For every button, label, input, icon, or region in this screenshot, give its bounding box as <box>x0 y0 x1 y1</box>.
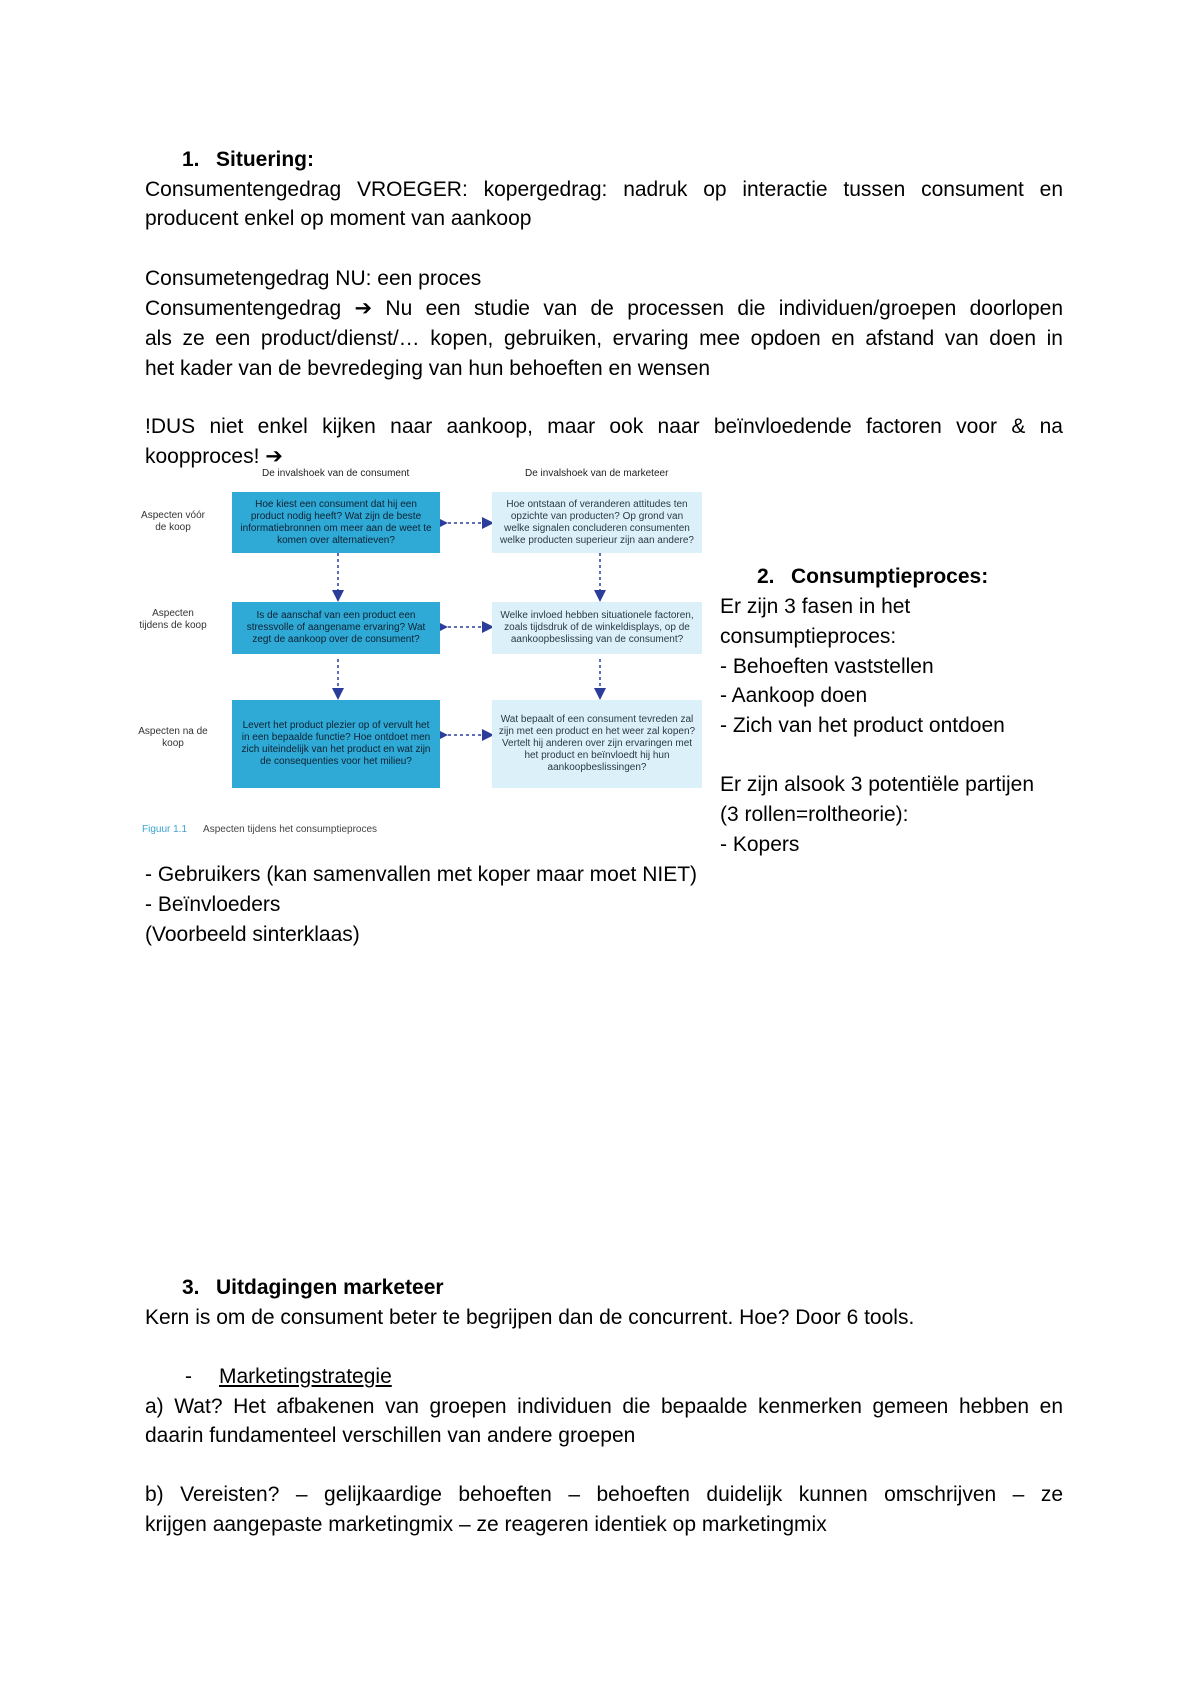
bullet-item <box>185 1362 392 1392</box>
figure-row-label: Aspecten na de koop <box>138 726 208 749</box>
section-1-heading <box>182 145 314 175</box>
section-2-line: Er zijn alsook 3 potentiële partijen <box>720 773 1035 796</box>
figure-box-consumer-after: Levert het product plezier op of vervult het in een bepaalde functie? Hoe ontdoet men zich uiteindelijk van het product en wat zijn de consequenties voor het milieu? <box>232 700 440 788</box>
paragraph-line: producent enkel op moment van aankoop <box>145 207 532 230</box>
bullet-label: Marketingstrategie <box>219 1365 392 1388</box>
paragraph-line: !DUS niet enkel kijken naar aankoop, maar ook naar beïnvloedende factoren voor & na <box>145 415 1063 438</box>
figure-box-marketeer-before: Hoe ontstaan of veranderen attitudes ten opzichte van producten? Op grond van welke signalen concluderen consumenten welke producten superieur zijn aan andere? <box>492 492 702 553</box>
section-1-number: 1. <box>182 148 200 171</box>
section-2-number: 2. <box>757 565 775 588</box>
paragraph-line: b) Vereisten? – gelijkaardige behoeften – behoeften duidelijk kunnen omschrijven – ze <box>145 1483 1063 1506</box>
section-2-line: consumptieproces: <box>720 625 897 648</box>
paragraph-line: Consumentengedrag VROEGER: kopergedrag: nadruk op interactie tussen consument en <box>145 178 1063 201</box>
paragraph-line: Kern is om de consument beter te begrijpen dan de concurrent. Hoe? Door 6 tools. <box>145 1306 915 1329</box>
figure-box-consumer-during: Is de aanschaf van een product een stressvolle of aangename ervaring? Wat zegt de aankoop over de consument? <box>232 602 440 654</box>
paragraph-line: a) Wat? Het afbakenen van groepen individuen die bepaalde kenmerken gemeen hebben en <box>145 1395 1063 1418</box>
section-2-line: - Behoeften vaststellen <box>720 655 934 678</box>
figure-caption-text: Aspecten tijdens het consumptieproces <box>203 824 378 835</box>
paragraph-line: krijgen aangepaste marketingmix – ze reageren identiek op marketingmix <box>145 1513 827 1536</box>
section-2-heading <box>757 562 988 592</box>
section-2-line: - Beïnvloeders <box>145 893 281 916</box>
figure-column-header: De invalshoek van de consument <box>262 468 410 479</box>
figure-column-header: De invalshoek van de marketeer <box>525 468 669 479</box>
section-2-line: - Aankoop doen <box>720 684 868 707</box>
section-3-heading <box>182 1273 444 1303</box>
consumption-process-figure <box>140 468 715 848</box>
paragraph-line: koopproces! ➔ <box>145 445 283 468</box>
section-2-line: Er zijn 3 fasen in het <box>720 595 911 618</box>
figure-box-marketeer-during: Welke invloed hebben situationele factoren, zoals tijdsdruk of de winkeldisplays, op de aankoopbeslissing van de consument? <box>492 602 702 654</box>
section-2-line: - Gebruikers (kan samenvallen met koper maar moet NIET) <box>145 863 698 886</box>
figure-row-label: Aspecten tijdens de koop <box>139 608 207 631</box>
section-2-line: (3 rollen=roltheorie): <box>720 803 909 826</box>
section-2-title: Consumptieproces: <box>791 565 989 588</box>
paragraph-line: daarin fundamenteel verschillen van andere groepen <box>145 1424 636 1447</box>
figure-caption-label: Figuur 1.1 <box>142 824 188 835</box>
section-3-title: Uitdagingen marketeer <box>216 1276 444 1299</box>
paragraph-line: Consumetengedrag NU: een proces <box>145 267 482 290</box>
paragraph-line: Consumentengedrag ➔ Nu een studie van de processen die individuen/groepen doorlopen <box>145 297 1063 320</box>
section-2-line: - Zich van het product ontdoen <box>720 714 1005 737</box>
section-2-line: - Kopers <box>720 833 800 856</box>
paragraph-line: als ze een product/dienst/… kopen, gebruiken, ervaring mee opdoen en afstand van doen in <box>145 327 1063 350</box>
section-3-number: 3. <box>182 1276 200 1299</box>
bullet-dash: - <box>185 1365 192 1388</box>
figure-caption <box>142 824 377 836</box>
section-2-line: (Voorbeeld sinterklaas) <box>145 923 360 946</box>
figure-box-consumer-before: Hoe kiest een consument dat hij een product nodig heeft? Wat zijn de beste informatiebronnen om meer aan de weet te komen over alternatieven? <box>232 492 440 553</box>
paragraph-line: het kader van de bevredeging van hun behoeften en wensen <box>145 357 711 380</box>
section-1-title: Situering: <box>216 148 314 171</box>
figure-row-label: Aspecten vóór de koop <box>141 510 205 533</box>
figure-box-marketeer-after: Wat bepaalt of een consument tevreden zal zijn met een product en het weer zal kopen? Vertelt hij anderen over zijn ervaringen met het product en beïnvloedt hij hun aankoopbeslissingen? <box>492 700 702 788</box>
